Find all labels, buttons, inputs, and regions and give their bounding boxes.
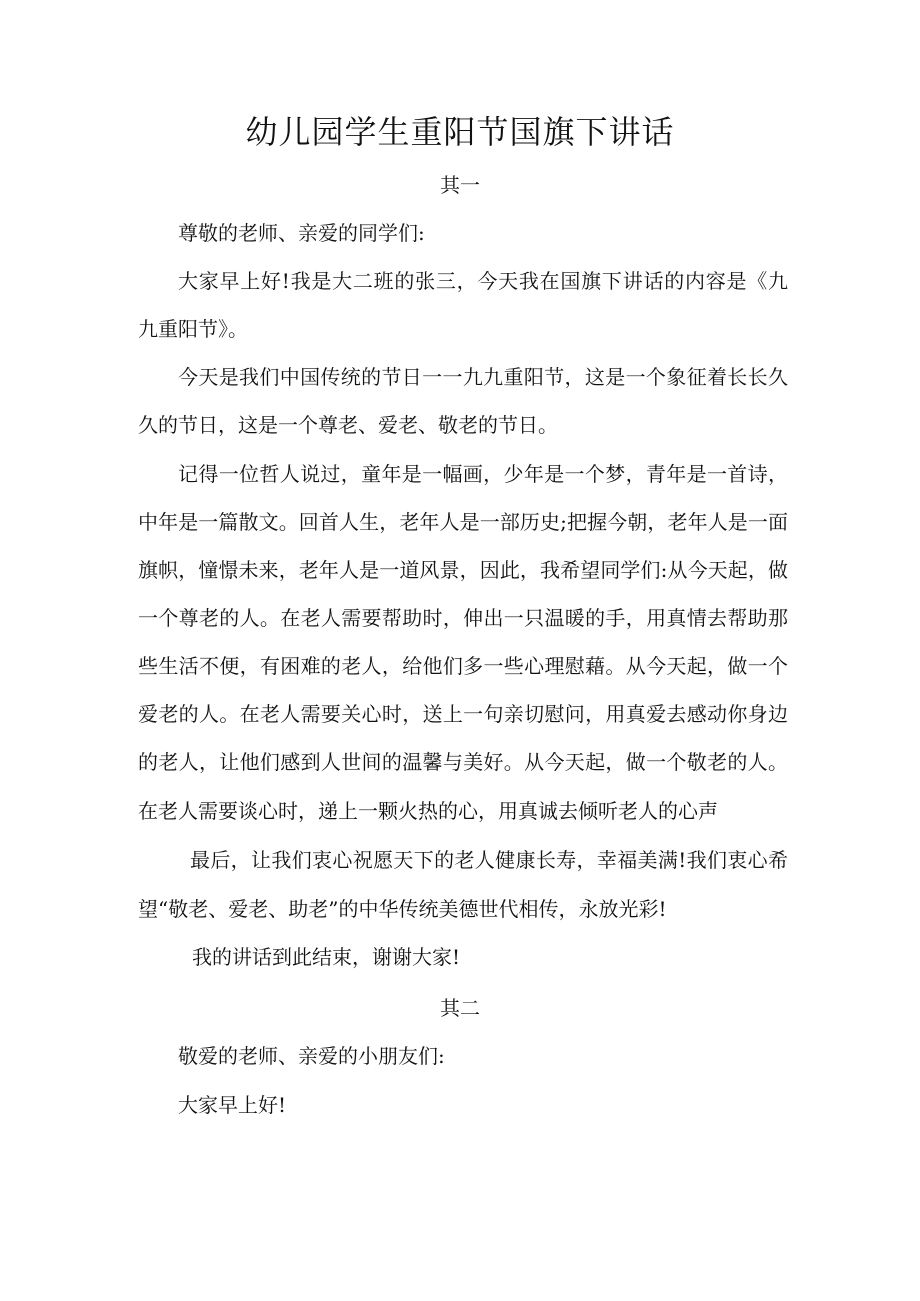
paragraph-line: 爱老的人。在老人需要关心时，送上一句亲切慰问，用真爱去感动你身边 [138,702,788,726]
paragraph-line: 在老人需要谈心时，递上一颗火热的心，用真诚去倾听老人的心声 [138,799,718,823]
closing-line: 我的讲话到此结束，谢谢大家! [192,945,461,969]
paragraph-line: 旗帜，憧憬未来，老年人是一道风景，因此，我希望同学们:从今天起，做 [138,558,788,582]
paragraph-line: 中年是一篇散文。回首人生，老年人是一部历史;把握今朝，老年人是一面 [138,510,788,534]
paragraph-line: 久的节日，这是一个尊老、爱老、敬老的节日。 [138,413,558,437]
paragraph-line: 的老人，让他们感到人世间的温馨与美好。从今天起，做一个敬老的人。 [138,750,788,774]
paragraph-line: 一个尊老的人。在老人需要帮助时，伸出一只温暖的手，用真情去帮助那 [138,606,788,630]
paragraph-line: 望“敬老、爱老、助老”的中华传统美德世代相传，永放光彩! [138,897,667,921]
paragraph-line: 大家早上好!我是大二班的张三，今天我在国旗下讲话的内容是《九 [178,269,788,293]
paragraph-line: 最后，让我们衷心祝愿天下的老人健康长寿，幸福美满!我们衷心希 [190,848,788,872]
paragraph-line: 大家早上好! [178,1093,287,1117]
paragraph-line: 记得一位哲人说过，童年是一幅画，少年是一个梦，青年是一首诗， [178,462,788,486]
section-heading-2: 其二 [440,996,480,1020]
document-title: 幼儿园学生重阳节国旗下讲话 [245,113,675,151]
paragraph-line: 今天是我们中国传统的节日一一九九重阳节，这是一个象征着长长久 [178,365,788,389]
paragraph-line: 九重阳节》。 [138,317,248,341]
greeting-line: 尊敬的老师、亲爱的同学们: [178,221,425,245]
paragraph-line: 些生活不便，有困难的老人，给他们多一些心理慰藉。从今天起，做一个 [138,654,788,678]
greeting-line: 敬爱的老师、亲爱的小朋友们: [178,1044,445,1068]
section-heading-1: 其一 [440,173,480,197]
